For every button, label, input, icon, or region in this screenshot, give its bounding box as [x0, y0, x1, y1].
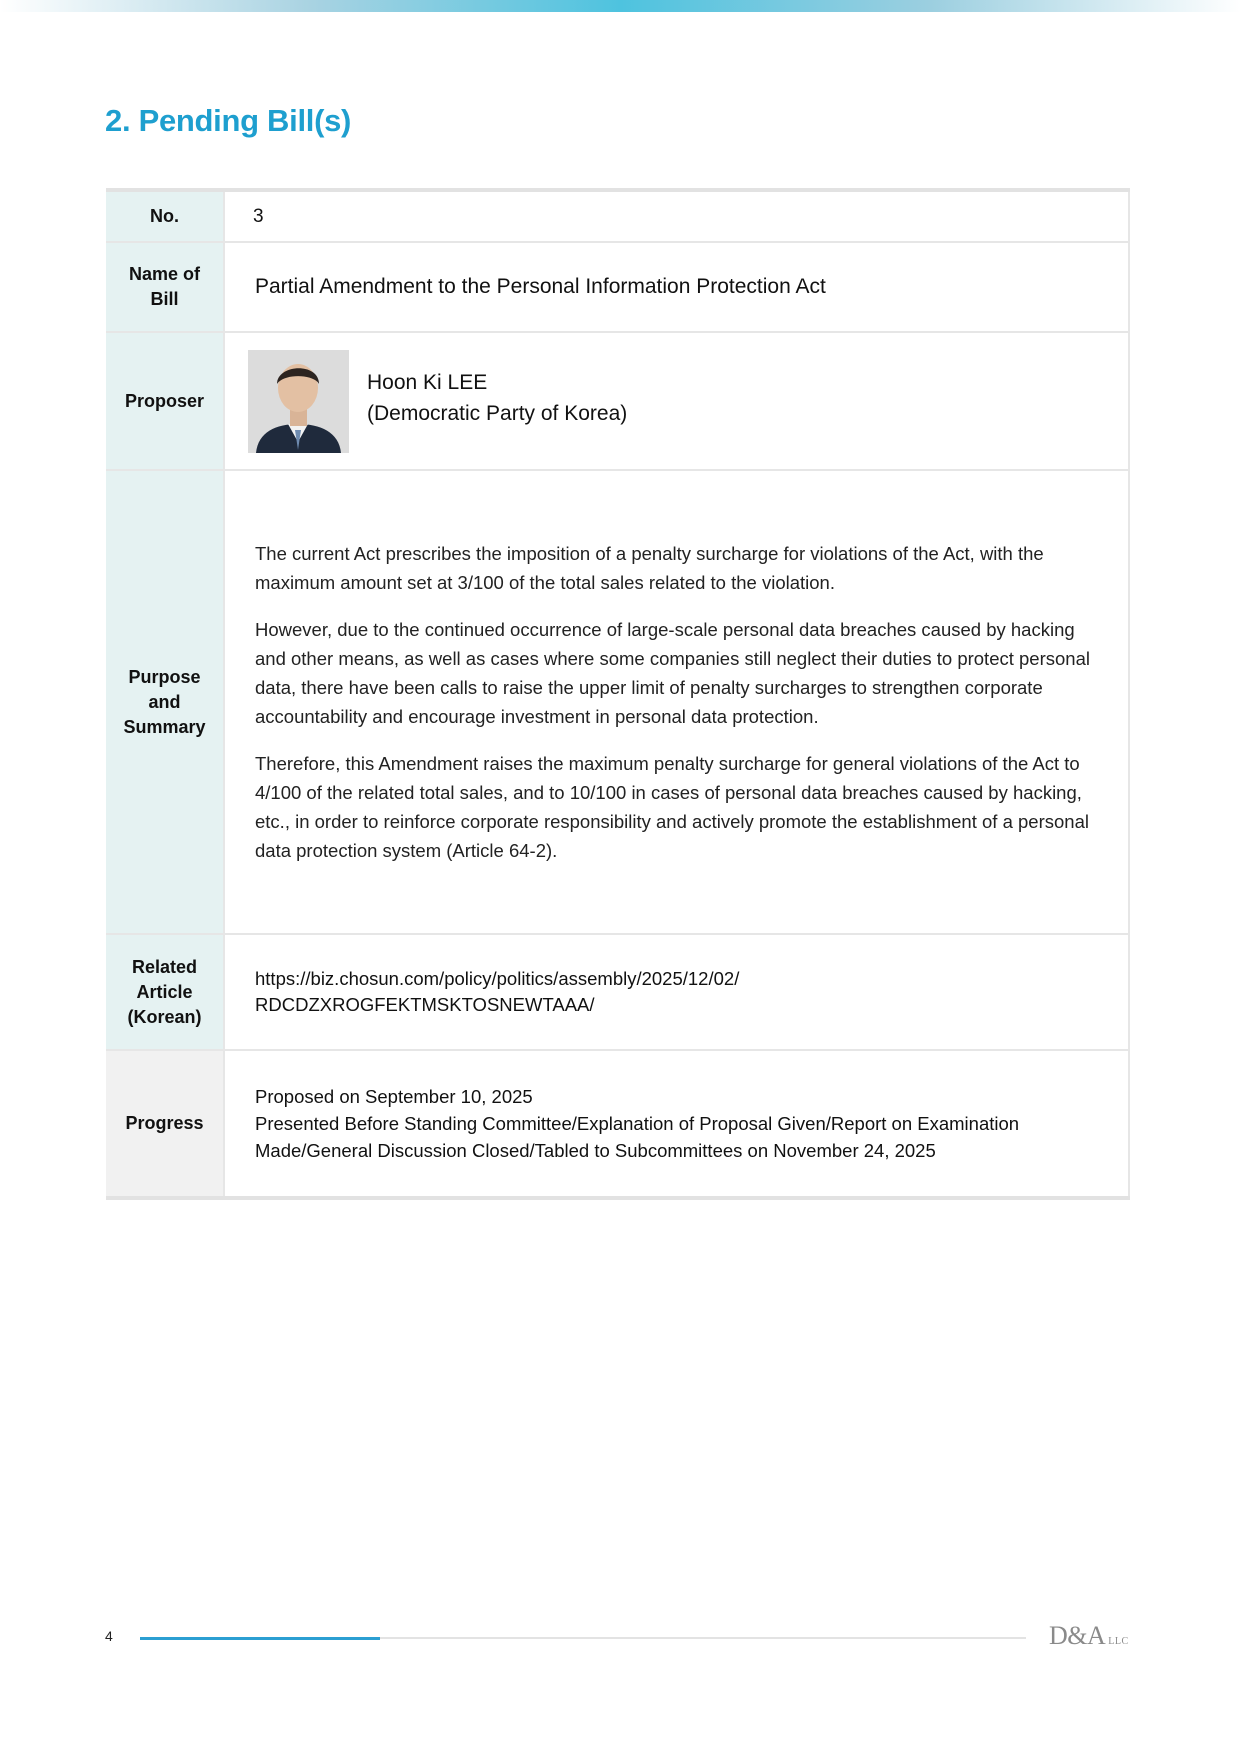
summary-cell	[224, 470, 1129, 934]
company-logo	[1049, 1621, 1129, 1651]
page-title: 2. Pending Bill(s)	[105, 103, 352, 138]
no-label: No.	[106, 190, 224, 242]
page-number: 4	[105, 1628, 113, 1644]
row-proposer	[106, 332, 1129, 470]
proposer-photo	[248, 350, 349, 453]
no-value: 3	[224, 190, 1129, 242]
bill-name: Partial Amendment to the Personal Information Protection Act	[255, 275, 826, 298]
proposer-party: (Democratic Party of Korea)	[367, 402, 628, 425]
summary-paragraph: However, due to the continued occurrence of large-scale personal data breaches caused by hacking and other means, as well as cases where some companies still neglect their duties to protect personal data, there have been calls to raise the upper limit of penalty surcharges to strengthen corporate accountability and encourage investment in personal data protection.	[255, 619, 1090, 727]
progress-cell	[224, 1050, 1129, 1198]
name-label: Name of Bill	[106, 242, 224, 332]
row-name	[106, 242, 1129, 332]
proposer-cell	[224, 332, 1129, 470]
bill-table	[106, 188, 1130, 1200]
progress-committee: Presented Before Standing Committee/Explanation of Proposal Given/Report on Examination Made/General Discussion Closed/Tabled to Subcommittees on November 24, 2025	[255, 1113, 1020, 1161]
row-no	[106, 190, 1129, 242]
footer-divider-accent	[140, 1637, 380, 1640]
proposer-label: Proposer	[106, 332, 224, 470]
proposer-block	[255, 350, 1092, 453]
summary-paragraph: The current Act prescribes the imposition of a penalty surcharge for violations of the Act, with the maximum amount set at 3/100 of the total sales related to the violation.	[255, 543, 1044, 593]
proposer-name: Hoon Ki LEE	[367, 371, 488, 394]
logo-main: D&A	[1049, 1621, 1106, 1650]
article-label: Related Article (Korean)	[106, 934, 224, 1050]
top-gradient-bar	[0, 0, 1241, 12]
article-cell	[224, 934, 1129, 1050]
article-link-cont[interactable]: RDCDZXROGFEKTMSKTOSNEWTAAA/	[255, 994, 595, 1015]
proposer-info	[367, 367, 627, 429]
progress-label: Progress	[106, 1050, 224, 1198]
progress-proposed: Proposed on September 10, 2025	[255, 1086, 533, 1107]
article-link[interactable]: https://biz.chosun.com/policy/politics/assembly/2025/12/02/	[255, 968, 740, 989]
row-article	[106, 934, 1129, 1050]
row-progress	[106, 1050, 1129, 1198]
logo-suffix: LLC	[1108, 1636, 1129, 1647]
person-icon	[248, 350, 349, 453]
name-cell	[224, 242, 1129, 332]
row-summary	[106, 470, 1129, 934]
summary-label: Purpose and Summary	[106, 470, 224, 934]
summary-paragraph: Therefore, this Amendment raises the maximum penalty surcharge for general violations of the Act to 4/100 of the related total sales, and to 10/100 in cases of personal data breaches caused by hacking, etc., in order to reinforce corporate responsibility and actively promote the establishment of a personal data protection system (Article 64-2).	[255, 753, 1089, 861]
